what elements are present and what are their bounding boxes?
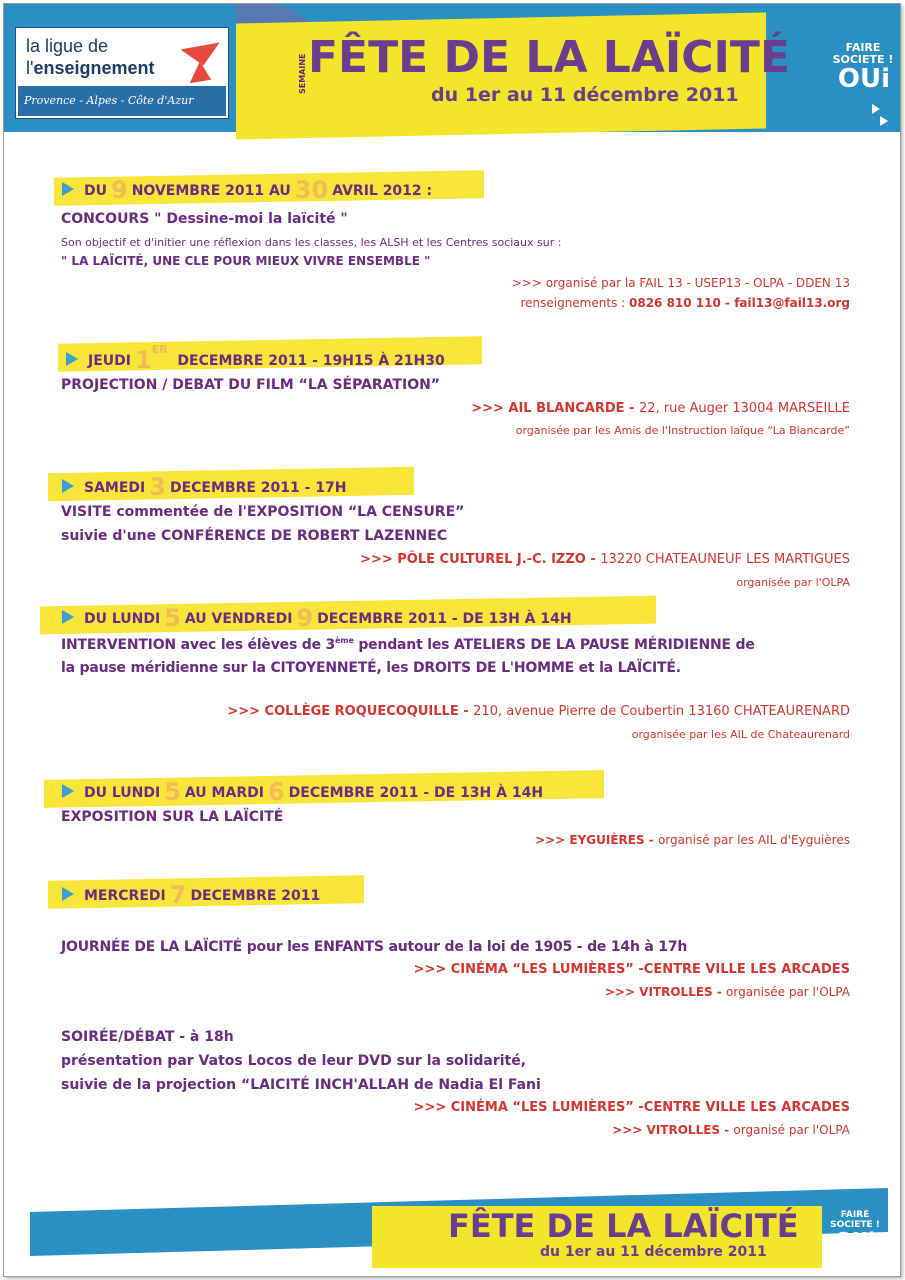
header-dates: du 1er au 11 décembre 2011 (431, 84, 739, 106)
arrow-icon (62, 887, 74, 901)
event6-place1: >>> CINÉMA “LES LUMIÈRES” -CENTRE VILLE LES ARCADES (413, 962, 850, 977)
logo-line1: la ligue de (26, 36, 109, 56)
arrow-icon (62, 182, 74, 196)
event6-place3: >>> CINÉMA “LES LUMIÈRES” -CENTRE VILLE LES ARCADES (413, 1100, 850, 1115)
event6-soiree-line3: suivie de la projection “LAICITÉ INCH'ALLAH de Nadia El Fani (61, 1077, 541, 1093)
event3-place: >>> PÔLE CULTUREL J.-C. IZZO - 13220 CHATEAUNEUF LES MARTIGUES (360, 552, 850, 567)
event1-info: renseignements : 0826 810 110 - fail13@fail13.org (520, 296, 850, 310)
arrow-icon (62, 610, 74, 624)
footer-badge-text: FAIRE SOCIETE ! (830, 1210, 880, 1230)
event4-org: organisée par les AIL de Chateaurenard (631, 728, 850, 741)
event2-org: organisée par les Amis de l'Instruction laïque “La Blancarde” (515, 424, 850, 437)
event4-place: >>> COLLÈGE ROQUECOQUILLE - 210, avenue Pierre de Coubertin 13160 CHATEAURENARD (227, 704, 850, 719)
event6-place2: >>> VITROLLES - organisée par l'OLPA (604, 985, 850, 999)
arrow-icon (62, 784, 74, 798)
event6-soiree-title: SOIRÉE/DÉBAT - à 18h (61, 1029, 234, 1045)
tick-icon (880, 116, 888, 126)
event4-date: DU LUNDI 5 AU VENDREDI 9 DECEMBRE 2011 - DE 13H À 14H (62, 604, 572, 632)
event3-line2: suivie d'une CONFÉRENCE DE ROBERT LAZENNEC (61, 528, 448, 544)
ligue-logo (16, 28, 228, 118)
event4-line2: la pause méridienne sur la CITOYENNETÉ, les DROITS DE L'HOMME et la LAÏCITÉ. (61, 660, 681, 676)
event1-title: CONCOURS " Dessine-moi la laïcité " (61, 211, 348, 227)
event2-title: PROJECTION / DEBAT DU FILM “LA SÉPARATION” (61, 377, 441, 393)
event6-date: MERCREDI 7 DECEMBRE 2011 (62, 881, 320, 909)
event4-line1: INTERVENTION avec les élèves de 3ème pendant les ATELIERS DE LA PAUSE MÉRIDIENNE de (61, 636, 755, 653)
footer-dates: du 1er au 11 décembre 2011 (540, 1244, 767, 1260)
event3-line1: VISITE commentée de l'EXPOSITION “LA CENSURE” (61, 504, 465, 520)
event2-date: JEUDI 1ER DECEMBRE 2011 - 19H15 À 21H30 (66, 343, 445, 374)
event5-title: EXPOSITION SUR LA LAÏCITÉ (61, 809, 284, 825)
event6-place4: >>> VITROLLES - organisé par l'OLPA (612, 1123, 850, 1137)
event6-soiree-line2: présentation par Vatos Locos de leur DVD sur la solidarité, (61, 1053, 527, 1069)
event2-place: >>> AIL BLANCARDE - 22, rue Auger 13004 MARSEILLE (471, 401, 850, 416)
event1-org: >>> organisé par la FAIL 13 - USEP13 - OLPA - DDEN 13 (511, 276, 850, 290)
badge-oui: OUi (837, 64, 891, 94)
logo-region: Provence - Alpes - Côte d'Azur (24, 94, 194, 107)
footer-badge-oui: OUi (834, 1228, 876, 1252)
event5-date: DU LUNDI 5 AU MARDI 6 DECEMBRE 2011 - DE 13H À 14H (62, 778, 543, 806)
tick-icon (872, 104, 880, 114)
arrow-icon (62, 479, 74, 493)
event1-quote: " LA LAÏCITÉ, UNE CLE POUR MIEUX VIVRE ENSEMBLE " (61, 254, 431, 268)
header-title: FÊTE DE LA LAÏCITÉ (308, 32, 791, 83)
badge-text: FAIRE SOCIETE ! (832, 41, 894, 66)
event3-date: SAMEDI 3 DECEMBRE 2011 - 17H (62, 473, 347, 501)
event3-org: organisée par l'OLPA (736, 576, 850, 589)
footer-title: FÊTE DE LA LAÏCITÉ (448, 1207, 799, 1245)
logo-line2: l'enseignement (26, 58, 155, 78)
event1-desc: Son objectif et d'initier une réflexion dans les classes, les ALSH et les Centres sociaux sur : (61, 236, 562, 249)
semaine-label: SEMAINE (298, 53, 307, 94)
flyer-page (3, 3, 901, 1277)
arrow-icon (66, 352, 78, 366)
event1-date: DU 9 NOVEMBRE 2011 AU 30 AVRIL 2012 : (62, 176, 432, 204)
event6-line1: JOURNÉE DE LA LAÏCITÉ pour les ENFANTS autour de la loi de 1905 - de 14h à 17h (61, 939, 688, 955)
event5-place: >>> EYGUIÈRES - organisé par les AIL d'Eyguières (535, 833, 850, 847)
